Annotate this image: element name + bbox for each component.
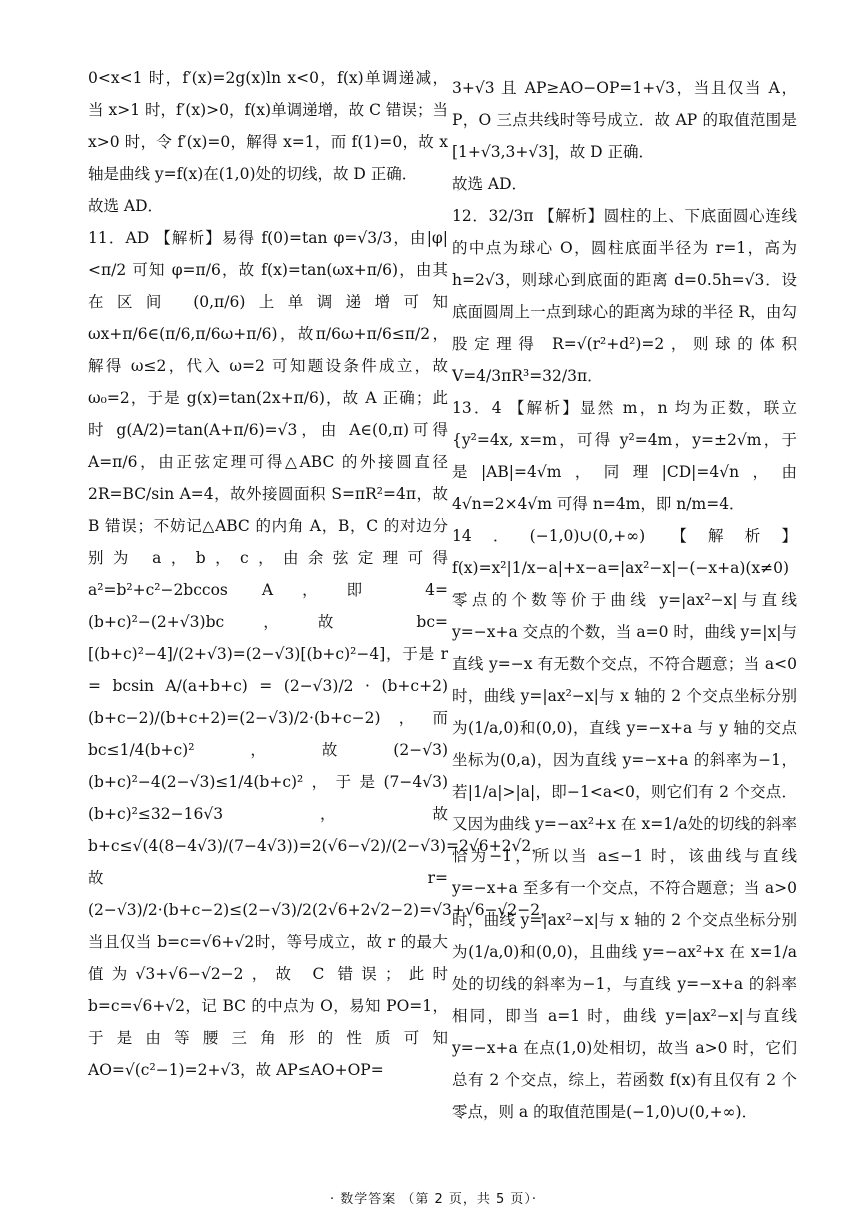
q12-solution: 12．32/3π 【解析】圆柱的上、下底面圆心连线的中点为球心 O，圆柱底面半径为 r=1，高为 h=2√3，则球心到底面的距离 d=0.5h=√3．设底面圆周上一点到球心的距离为球的半径 R，由勾股定理得 R=√(r²+d²)=2，则球的体积 V=4/3πR³=32/3π． [452, 207, 797, 385]
q14-solution: 14．(−1,0)∪(0,+∞) 【解析】f(x)=x²|1/x−a|+x−a=|ax²−x|−(−x+a)(x≠0)零点的个数等价于曲线 y=|ax²−x|与直线 y=−x+a 交点的个数，当 a=0 时，曲线 y=|x|与直线 y=−x 有无数个交点，不符合题意；当 a<0 时，曲线 y=|ax²−x|与 x 轴的 2 个交点坐标分别为(1/a,0)和(0,0)，直线 y=−x+a 与 y 轴的交点坐标为(0,a)，因为直线 y=−x+a 的斜率为−1，若|1/a|>|a|，即−1<a<0，则它们有 2 个交点．又因为曲线 y=−ax²+x 在 x=1/a处的切线的斜率恰为−1，所以当 a≤−1 时，该曲线与直线 y=−x+a 至多有一个交点，不符合题意；当 a>0 时，曲线 y=|ax²−x|与 x 轴的 2 个交点坐标分别为(1/a,0)和(0,0)，且曲线 y=−ax²+x 在 x=1/a处的切线的斜率为−1，与直线 y=−x+a 的斜率相同，即当 a=1 时，曲线 y=|ax²−x|与直线 y=−x+a 在点(1,0)处相切，故当 a>0 时，它们总有 2 个交点，综上，若函数 f(x)有且仅有 2 个零点，则 a 的取值范围是(−1,0)∪(0,+∞)． [452, 527, 797, 1121]
page-footer: · 数学答案 （第 2 页，共 5 页）· [329, 1192, 538, 1207]
right-column [452, 72, 797, 1128]
left-column [88, 62, 556, 1086]
q13-solution: 13．4 【解析】显然 m，n 均为正数，联立{y²=4x, x=m，可得 y²=4m，y=±2√m，于是|AB|=4√m，同理|CD|=4√n，由 4√n=2×4√m 可得 n=4m，即 n/m=4． [452, 399, 797, 513]
q10-answer: 故选 AD． [88, 197, 164, 215]
q11-answer: 故选 AD． [452, 175, 528, 193]
q11-solution: 11．AD 【解析】易得 f(0)=tan φ=√3/3，由|φ|<π/2 可知 φ=π/6，故 f(x)=tan(ωx+π/6)，由其在区间 (0,π/6)上单调递增可知 ωx+π/6∈(π/6,π/6ω+π/6)，故π/6ω+π/6≤π/2，解得 ω≤2，代入 ω=2 可知题设条件成立，故 ω₀=2，于是 g(x)=tan(2x+π/6)，故 A 正确；此时 g(A/2)=tan(A+π/6)=√3，由 A∈(0,π)可得 A=π/6，由正弦定理可得△ABC 的外接圆直径 2R=BC/sin A=4，故外接圆面积 S=πR²=4π，故 B 错误；不妨记△ABC 的内角 A，B，C 的对边分别为 a，b，c，由余弦定理可得 a²=b²+c²−2bccos A，即 4=(b+c)²−(2+√3)bc，故 bc=[(b+c)²−4]/(2+√3)=(2−√3)[(b+c)²−4]，于是 r = bcsin A/(a+b+c) = (2−√3)/2 · (b+c+2)(b+c−2)/(b+c+2)=(2−√3)/2·(b+c−2)，而 bc≤1/4(b+c)²，故(2−√3)(b+c)²−4(2−√3)≤1/4(b+c)²，于是(7−4√3)(b+c)²≤32−16√3，故 b+c≤√(4(8−4√3)/(7−4√3))=2(√6−√2)/(2−√3)=2√6+2√2，故 r=(2−√3)/2·(b+c−2)≤(2−√3)/2(2√6+2√2−2)=√3+√6−√2−2，当且仅当 b=c=√6+√2时，等号成立，故 r 的最大值为√3+√6−√2−2，故 C 错误；此时 b=c=√6+√2，记 BC 的中点为 O，易知 PO=1，于是由等腰三角形的性质可知 AO=√(c²−1)=2+√3，故 AP≤AO+OP= [88, 229, 556, 1079]
q11-continuation: 3+√3 且 AP≥AO−OP=1+√3，当且仅当 A，P，O 三点共线时等号成立．故 AP 的取值范围是[1+√3,3+√3]，故 D 正确． [452, 79, 797, 161]
q10-continuation: 0<x<1 时，f′(x)=2g(x)ln x<0，f(x)单调递减，当 x>1 时，f′(x)>0，f(x)单调递增，故 C 错误；当 x>0 时，令 f′(x)=0，解得 x=1，而 f(1)=0，故 x 轴是曲线 y=f(x)在(1,0)处的切线，故 D 正确． [88, 69, 448, 183]
